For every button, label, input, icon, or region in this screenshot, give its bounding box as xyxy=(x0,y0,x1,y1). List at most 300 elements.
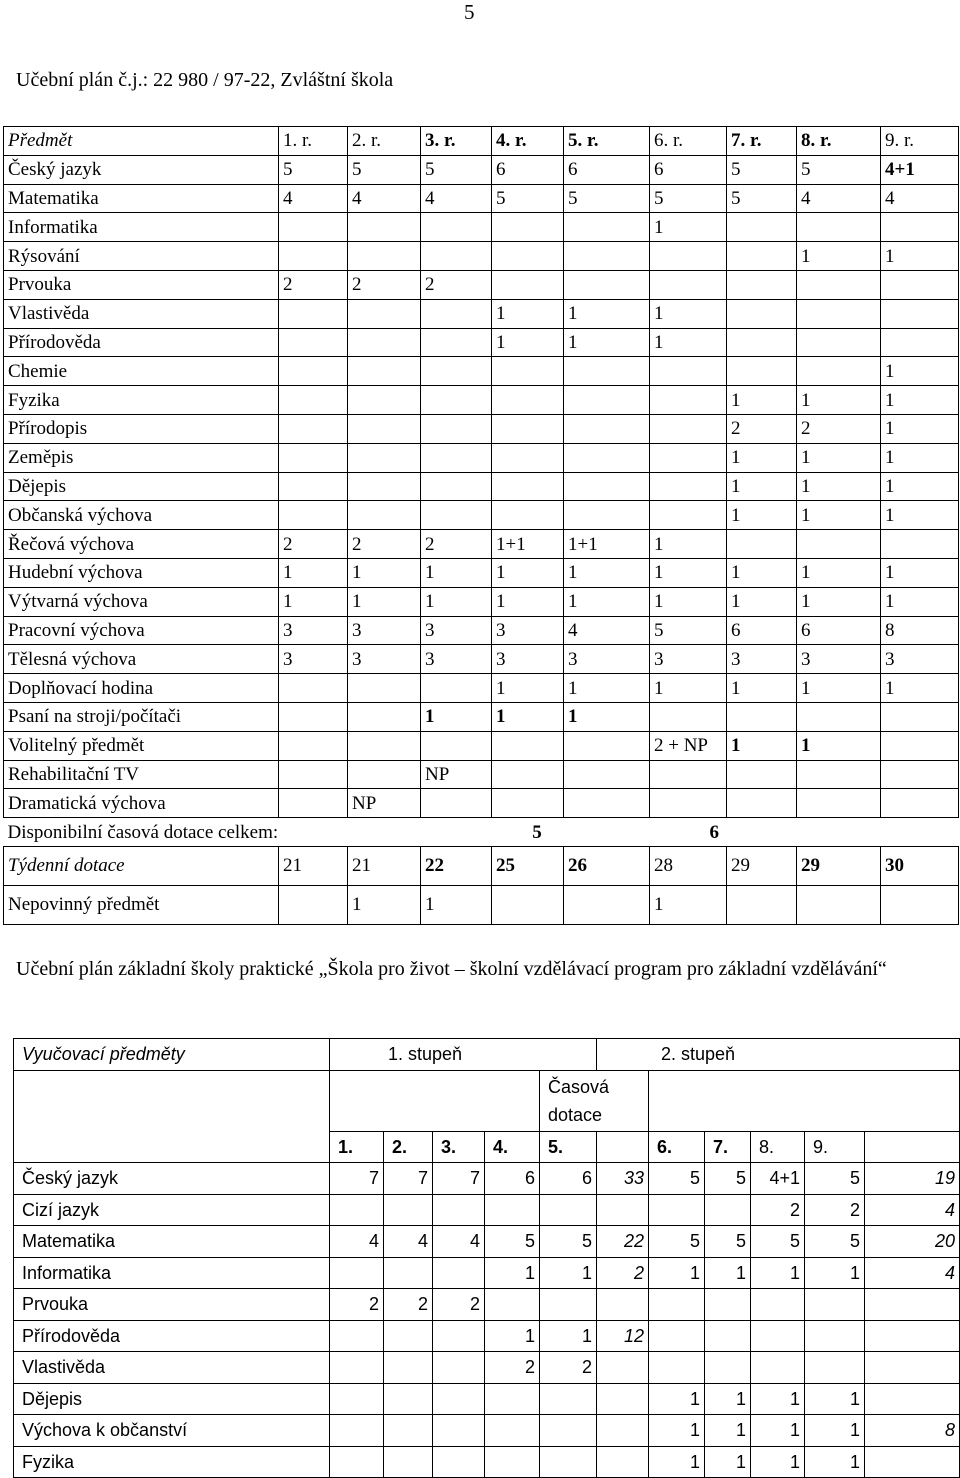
hours-cell: 1 xyxy=(881,357,959,386)
header-empty xyxy=(865,1131,960,1163)
table-row xyxy=(4,328,959,357)
hours-cell: 4 xyxy=(865,1194,960,1226)
hours-cell: 1+1 xyxy=(492,530,564,559)
hours-cell xyxy=(421,414,492,443)
hours-cell: 1 xyxy=(805,1257,865,1289)
hours-cell: 2 xyxy=(421,530,492,559)
nepovinny-label: Nepovinný předmět xyxy=(4,885,279,924)
hours-cell: 1 xyxy=(650,558,727,587)
hours-cell xyxy=(564,213,650,242)
hours-cell xyxy=(348,299,421,328)
hours-cell: 5 xyxy=(797,155,881,184)
hours-cell xyxy=(330,1383,384,1415)
hours-cell xyxy=(421,299,492,328)
hours-cell xyxy=(649,1194,705,1226)
hours-cell xyxy=(330,1320,384,1352)
nepovinny-cell xyxy=(492,885,564,924)
subject-name: Cizí jazyk xyxy=(14,1194,330,1226)
subject-name: Přírodověda xyxy=(4,328,279,357)
tydenni-cell: 29 xyxy=(797,846,881,885)
hours-cell xyxy=(649,1352,705,1384)
tydenni-cell: 21 xyxy=(279,846,348,885)
nepovinny-cell xyxy=(881,885,959,924)
table-row xyxy=(14,1257,960,1289)
hours-cell: 20 xyxy=(865,1226,960,1258)
hours-cell: 6 xyxy=(564,155,650,184)
hours-cell: 6 xyxy=(492,155,564,184)
table-row-nepovinny xyxy=(4,885,959,924)
hours-cell xyxy=(564,760,650,789)
header-year: 1. r. xyxy=(279,127,348,156)
hours-cell: 4 xyxy=(330,1226,384,1258)
table-row xyxy=(4,184,959,213)
table-row xyxy=(4,270,959,299)
hours-cell: 1 xyxy=(797,443,881,472)
hours-cell: 1 xyxy=(881,674,959,703)
hours-cell: 1 xyxy=(797,731,881,760)
hours-cell xyxy=(330,1352,384,1384)
hours-cell: 1 xyxy=(881,386,959,415)
hours-cell xyxy=(421,789,492,818)
hours-cell: 19 xyxy=(865,1163,960,1195)
subject-name: Fyzika xyxy=(4,386,279,415)
subject-name: Prvouka xyxy=(14,1289,330,1321)
section-title: Učební plán základní školy praktické „Škola pro život – školní vzdělávací program pro základní vzdělávání“ xyxy=(16,958,887,980)
hours-cell xyxy=(881,760,959,789)
hours-cell xyxy=(279,731,348,760)
hours-cell: 1 xyxy=(727,443,797,472)
hours-cell xyxy=(727,299,797,328)
hours-cell xyxy=(564,270,650,299)
hours-cell: 2 xyxy=(540,1352,597,1384)
hours-cell xyxy=(384,1383,433,1415)
hours-cell xyxy=(564,414,650,443)
hours-cell: 6 xyxy=(797,616,881,645)
hours-cell: 1 xyxy=(705,1383,751,1415)
hours-cell: 1 xyxy=(564,587,650,616)
hours-cell: 22 xyxy=(597,1226,649,1258)
hours-cell: 2 xyxy=(597,1257,649,1289)
hours-cell xyxy=(727,213,797,242)
hours-cell xyxy=(279,414,348,443)
hours-cell xyxy=(540,1415,597,1447)
hours-cell: 3 xyxy=(348,645,421,674)
table-row xyxy=(4,386,959,415)
hours-cell: 33 xyxy=(597,1163,649,1195)
hours-cell: 1 xyxy=(797,472,881,501)
hours-cell: 4 xyxy=(564,616,650,645)
header-grade: 7. xyxy=(705,1131,751,1163)
table-row xyxy=(14,1383,960,1415)
hours-cell xyxy=(597,1415,649,1447)
hours-cell xyxy=(727,242,797,271)
subject-name: Vlastivěda xyxy=(14,1352,330,1384)
hours-cell: 1 xyxy=(564,328,650,357)
hours-cell: 1 xyxy=(564,674,650,703)
hours-cell: NP xyxy=(421,760,492,789)
table-row xyxy=(4,558,959,587)
hours-cell: 1 xyxy=(805,1446,865,1478)
nepovinny-cell: 1 xyxy=(650,885,727,924)
hours-cell: 3 xyxy=(421,645,492,674)
header-year: 9. r. xyxy=(881,127,959,156)
hours-cell: 8 xyxy=(865,1415,960,1447)
table-row xyxy=(4,616,959,645)
hours-cell xyxy=(540,1289,597,1321)
tydenni-cell: 30 xyxy=(881,846,959,885)
hours-cell: 3 xyxy=(564,645,650,674)
table-row xyxy=(14,1163,960,1195)
hours-cell: 1 xyxy=(650,213,727,242)
header-year: 4. r. xyxy=(492,127,564,156)
hours-cell xyxy=(705,1194,751,1226)
hours-cell xyxy=(433,1320,485,1352)
hours-cell: 1 xyxy=(881,414,959,443)
hours-cell xyxy=(597,1194,649,1226)
hours-cell: 6 xyxy=(727,616,797,645)
hours-cell xyxy=(421,443,492,472)
hours-cell: 1 xyxy=(727,587,797,616)
hours-cell: 1 xyxy=(492,702,564,731)
hours-cell: 1 xyxy=(797,674,881,703)
hours-cell xyxy=(421,357,492,386)
hours-cell: 3 xyxy=(421,616,492,645)
subject-name: Pracovní výchova xyxy=(4,616,279,645)
hours-cell xyxy=(348,386,421,415)
hours-cell xyxy=(279,386,348,415)
hours-cell: 1+1 xyxy=(564,530,650,559)
hours-cell: 1 xyxy=(727,674,797,703)
subject-name: Zeměpis xyxy=(4,443,279,472)
subject-name: Rehabilitační TV xyxy=(4,760,279,789)
header-year: 3. r. xyxy=(421,127,492,156)
hours-cell xyxy=(433,1383,485,1415)
hours-cell xyxy=(279,472,348,501)
hours-cell: 1 xyxy=(751,1383,805,1415)
table-row xyxy=(4,760,959,789)
nepovinny-cell xyxy=(727,885,797,924)
header-year: 6. r. xyxy=(650,127,727,156)
table-row xyxy=(14,1226,960,1258)
hours-cell xyxy=(564,357,650,386)
hours-cell: 1 xyxy=(727,501,797,530)
hours-cell xyxy=(348,501,421,530)
hours-cell xyxy=(540,1194,597,1226)
hours-cell: 5 xyxy=(727,184,797,213)
curriculum-table-zvlastni-skola xyxy=(3,126,959,925)
hours-cell xyxy=(485,1289,540,1321)
hours-cell xyxy=(727,328,797,357)
disponibilni-second: 6 xyxy=(709,821,719,843)
hours-cell: 1 xyxy=(881,587,959,616)
hours-cell xyxy=(492,386,564,415)
hours-cell xyxy=(881,530,959,559)
hours-cell xyxy=(797,789,881,818)
hours-cell: 1 xyxy=(421,702,492,731)
hours-cell xyxy=(797,270,881,299)
table-row xyxy=(4,242,959,271)
header-stage-1: 1. stupeň xyxy=(330,1039,597,1071)
hours-cell xyxy=(727,702,797,731)
hours-cell xyxy=(881,270,959,299)
hours-cell: 5 xyxy=(805,1226,865,1258)
hours-cell xyxy=(433,1352,485,1384)
subject-name: Řečová výchova xyxy=(4,530,279,559)
hours-cell xyxy=(279,328,348,357)
nepovinny-cell: 1 xyxy=(348,885,421,924)
hours-cell xyxy=(492,443,564,472)
hours-cell xyxy=(485,1446,540,1478)
hours-cell: 1 xyxy=(492,587,564,616)
hours-cell xyxy=(865,1446,960,1478)
hours-cell xyxy=(279,299,348,328)
hours-cell xyxy=(564,242,650,271)
subject-name: Hudební výchova xyxy=(4,558,279,587)
header-empty xyxy=(597,1131,649,1163)
hours-cell: 4+1 xyxy=(751,1163,805,1195)
hours-cell: 1 xyxy=(727,386,797,415)
hours-cell xyxy=(348,674,421,703)
disponibilni-label: Disponibilní časová dotace celkem: xyxy=(7,821,279,843)
header-empty xyxy=(330,1070,540,1131)
hours-cell: 2 xyxy=(805,1194,865,1226)
hours-cell xyxy=(492,472,564,501)
subject-name: Tělesná výchova xyxy=(4,645,279,674)
hours-cell: 3 xyxy=(279,616,348,645)
hours-cell: 1 xyxy=(421,587,492,616)
hours-cell xyxy=(492,760,564,789)
hours-cell xyxy=(650,242,727,271)
hours-cell xyxy=(727,270,797,299)
table-row xyxy=(4,587,959,616)
hours-cell xyxy=(650,414,727,443)
hours-cell: 6 xyxy=(650,155,727,184)
table-row xyxy=(14,1320,960,1352)
table-row xyxy=(14,1289,960,1321)
hours-cell xyxy=(705,1320,751,1352)
nepovinny-cell xyxy=(797,885,881,924)
hours-cell: 1 xyxy=(797,558,881,587)
hours-cell xyxy=(865,1289,960,1321)
hours-cell xyxy=(492,270,564,299)
hours-cell xyxy=(348,702,421,731)
table-row xyxy=(4,414,959,443)
hours-cell xyxy=(485,1415,540,1447)
hours-cell: 1 xyxy=(492,558,564,587)
subject-name: Výchova k občanství xyxy=(14,1415,330,1447)
hours-cell: 1 xyxy=(485,1320,540,1352)
hours-cell xyxy=(421,213,492,242)
hours-cell: 1 xyxy=(649,1257,705,1289)
hours-cell xyxy=(492,242,564,271)
hours-cell: 5 xyxy=(348,155,421,184)
hours-cell: 1 xyxy=(650,299,727,328)
hours-cell xyxy=(279,702,348,731)
hours-cell: 1 xyxy=(649,1415,705,1447)
hours-cell: 2 xyxy=(279,530,348,559)
hours-cell xyxy=(433,1194,485,1226)
hours-cell xyxy=(650,702,727,731)
hours-cell: 6 xyxy=(540,1163,597,1195)
hours-cell xyxy=(727,760,797,789)
hours-cell xyxy=(485,1194,540,1226)
table-row xyxy=(4,213,959,242)
header-empty xyxy=(14,1070,330,1163)
hours-cell xyxy=(421,501,492,530)
subject-name: Vlastivěda xyxy=(4,299,279,328)
subject-name: Fyzika xyxy=(14,1446,330,1478)
header-year: 7. r. xyxy=(727,127,797,156)
table-row xyxy=(4,530,959,559)
hours-cell xyxy=(421,674,492,703)
subject-name: Volitelný předmět xyxy=(4,731,279,760)
hours-cell: 6 xyxy=(485,1163,540,1195)
header-casova-dotace: Časová dotace xyxy=(540,1070,649,1131)
header-year: 8. r. xyxy=(797,127,881,156)
hours-cell xyxy=(650,472,727,501)
hours-cell: 1 xyxy=(727,731,797,760)
header-grade: 4. xyxy=(485,1131,540,1163)
table-row xyxy=(4,472,959,501)
hours-cell xyxy=(279,443,348,472)
hours-cell: 1 xyxy=(649,1383,705,1415)
table-row xyxy=(14,1415,960,1447)
hours-cell: 2 xyxy=(330,1289,384,1321)
hours-cell xyxy=(564,501,650,530)
hours-cell xyxy=(421,386,492,415)
hours-cell xyxy=(597,1289,649,1321)
hours-cell: 1 xyxy=(540,1320,597,1352)
hours-cell xyxy=(492,414,564,443)
table-row xyxy=(4,674,959,703)
table-row xyxy=(4,299,959,328)
hours-cell: 3 xyxy=(348,616,421,645)
hours-cell xyxy=(751,1320,805,1352)
hours-cell: 2 xyxy=(421,270,492,299)
header-year: 5. r. xyxy=(564,127,650,156)
subject-name: Matematika xyxy=(14,1226,330,1258)
hours-cell xyxy=(805,1320,865,1352)
table-row-tydenni xyxy=(4,846,959,885)
subject-name: Psaní na stroji/počítači xyxy=(4,702,279,731)
hours-cell: 5 xyxy=(805,1163,865,1195)
nepovinny-cell xyxy=(279,885,348,924)
hours-cell xyxy=(348,443,421,472)
header-empty xyxy=(649,1070,960,1131)
hours-cell: 1 xyxy=(492,299,564,328)
hours-cell: 2 xyxy=(433,1289,485,1321)
hours-cell xyxy=(564,472,650,501)
hours-cell: 3 xyxy=(492,645,564,674)
subject-name: Doplňovací hodina xyxy=(4,674,279,703)
hours-cell: 1 xyxy=(492,328,564,357)
subject-name: Chemie xyxy=(4,357,279,386)
hours-cell: 1 xyxy=(649,1446,705,1478)
hours-cell: 4 xyxy=(384,1226,433,1258)
subject-name: Matematika xyxy=(4,184,279,213)
hours-cell xyxy=(649,1289,705,1321)
hours-cell xyxy=(751,1289,805,1321)
hours-cell xyxy=(433,1446,485,1478)
table-row xyxy=(4,357,959,386)
nepovinny-cell xyxy=(564,885,650,924)
hours-cell: 2 xyxy=(727,414,797,443)
hours-cell: 1 xyxy=(751,1415,805,1447)
hours-cell: 5 xyxy=(705,1163,751,1195)
hours-cell: 5 xyxy=(705,1226,751,1258)
hours-cell xyxy=(492,731,564,760)
hours-cell xyxy=(540,1383,597,1415)
hours-cell: 2 xyxy=(279,270,348,299)
hours-cell: 1 xyxy=(650,674,727,703)
hours-cell xyxy=(805,1352,865,1384)
hours-cell xyxy=(421,731,492,760)
header-grade: 6. xyxy=(649,1131,705,1163)
hours-cell: 1 xyxy=(797,386,881,415)
tydenni-cell: 21 xyxy=(348,846,421,885)
hours-cell: 7 xyxy=(384,1163,433,1195)
hours-cell: 3 xyxy=(727,645,797,674)
hours-cell xyxy=(492,789,564,818)
hours-cell: 1 xyxy=(705,1257,751,1289)
hours-cell xyxy=(279,213,348,242)
subject-name: Přírodověda xyxy=(14,1320,330,1352)
hours-cell xyxy=(384,1194,433,1226)
hours-cell xyxy=(751,1352,805,1384)
hours-cell: 1 xyxy=(650,587,727,616)
tydenni-cell: 29 xyxy=(727,846,797,885)
hours-cell xyxy=(705,1352,751,1384)
hours-cell: NP xyxy=(348,789,421,818)
subject-name: Informatika xyxy=(4,213,279,242)
hours-cell: 5 xyxy=(421,155,492,184)
hours-cell: 2 xyxy=(485,1352,540,1384)
hours-cell xyxy=(865,1352,960,1384)
subject-name: Dějepis xyxy=(4,472,279,501)
hours-cell: 1 xyxy=(705,1415,751,1447)
hours-cell xyxy=(492,357,564,386)
hours-cell xyxy=(330,1194,384,1226)
hours-cell xyxy=(865,1320,960,1352)
tydenni-label: Týdenní dotace xyxy=(4,846,279,885)
subject-name: Rýsování xyxy=(4,242,279,271)
hours-cell xyxy=(384,1320,433,1352)
table-header-row xyxy=(14,1039,960,1071)
hours-cell xyxy=(564,443,650,472)
hours-cell xyxy=(433,1257,485,1289)
hours-cell xyxy=(279,789,348,818)
header-subjects: Vyučovací předměty xyxy=(14,1039,330,1071)
header-grade: 1. xyxy=(330,1131,384,1163)
hours-cell xyxy=(384,1352,433,1384)
table-row-disponibilni xyxy=(4,818,959,847)
subject-name: Občanská výchova xyxy=(4,501,279,530)
hours-cell: 1 xyxy=(881,501,959,530)
table-row xyxy=(4,731,959,760)
hours-cell: 3 xyxy=(797,645,881,674)
hours-cell: 1 xyxy=(348,558,421,587)
hours-cell xyxy=(727,789,797,818)
hours-cell xyxy=(881,299,959,328)
subject-name: Informatika xyxy=(14,1257,330,1289)
hours-cell: 5 xyxy=(650,184,727,213)
hours-cell xyxy=(650,501,727,530)
hours-cell xyxy=(797,299,881,328)
hours-cell xyxy=(597,1352,649,1384)
hours-cell: 1 xyxy=(705,1446,751,1478)
hours-cell xyxy=(279,501,348,530)
hours-cell xyxy=(881,731,959,760)
